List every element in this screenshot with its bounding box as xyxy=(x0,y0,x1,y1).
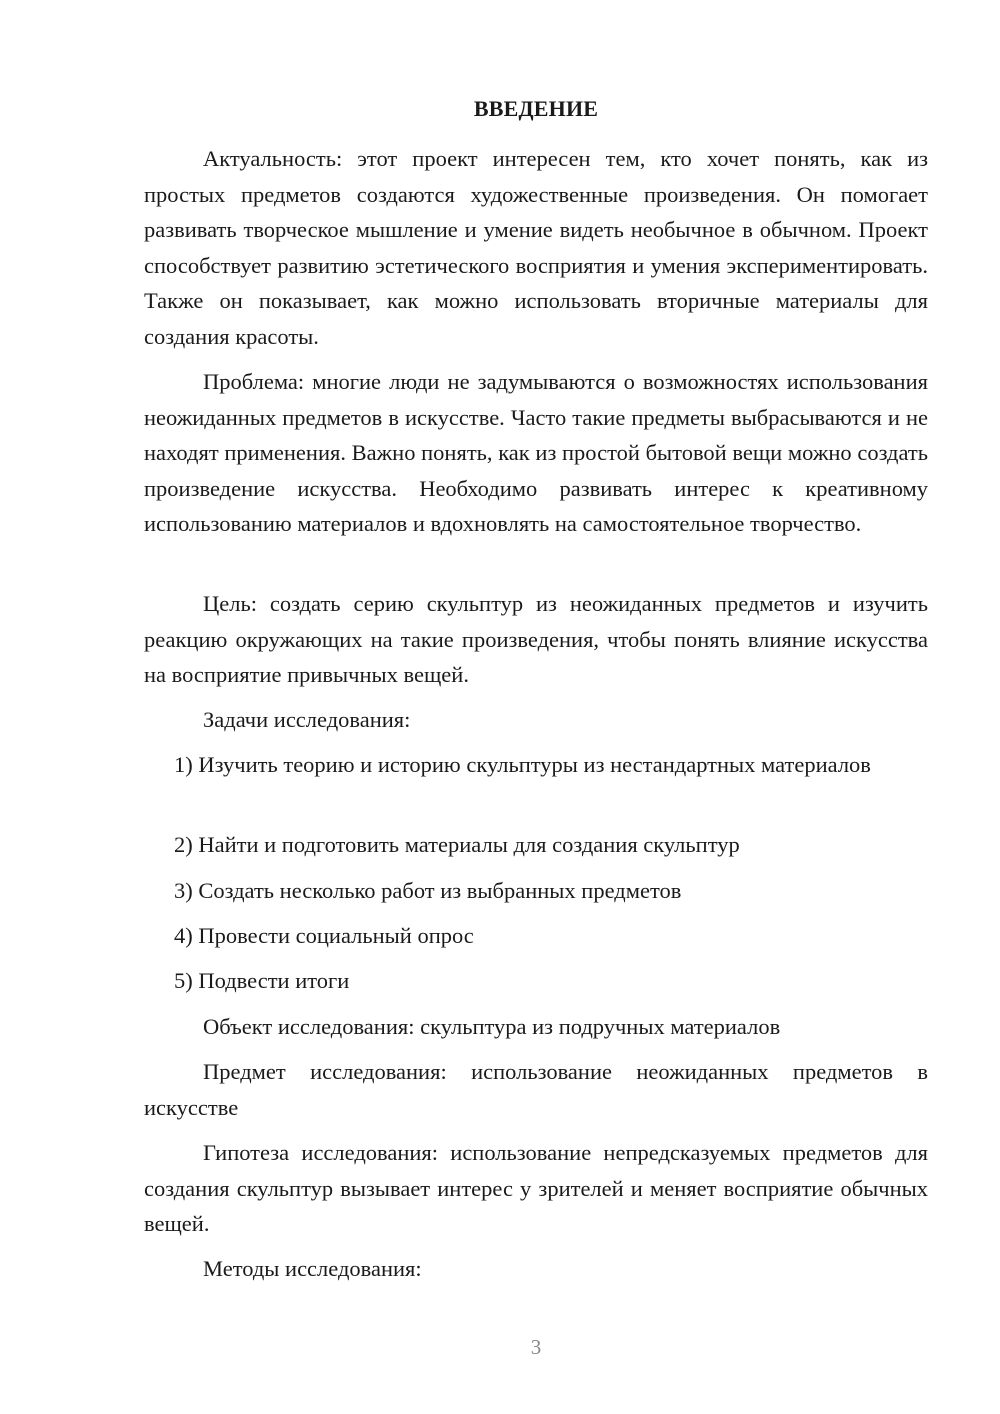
task-list-item-1 xyxy=(144,747,928,783)
subject-paragraph xyxy=(144,1054,928,1125)
tasks-heading-block xyxy=(144,702,928,738)
task-list-item-5 xyxy=(144,963,928,999)
list-item: 4) Провести социальный опрос xyxy=(174,923,474,948)
problem-text: Проблема: многие люди не задумываются о возможностях использования неожиданных предметов в искусстве. Часто такие предметы выбрасываются и не находят применения. Важно понять, как из простой бытовой вещи можно создать произведение искусства. Необходимо развивать интерес к креативному использованию материалов и вдохновлять на самостоятельное творчество. xyxy=(144,369,928,536)
page-title: ВВЕДЕНИЕ xyxy=(473,96,599,121)
task-list-item-3 xyxy=(144,873,928,909)
list-item: 5) Подвести итоги xyxy=(174,968,350,993)
list-item: 2) Найти и подготовить материалы для создания скульптур xyxy=(174,832,740,857)
goal-paragraph xyxy=(144,586,928,693)
tasks-heading: Задачи исследования: xyxy=(203,707,411,732)
object-text: Объект исследования: скульптура из подручных материалов xyxy=(203,1014,781,1039)
list-item: 3) Создать несколько работ из выбранных предметов xyxy=(174,878,682,903)
methods-heading: Методы исследования: xyxy=(203,1256,422,1281)
task-list-item-4 xyxy=(144,918,928,954)
subject-text: Предмет исследования: использование неожиданных предметов в искусстве xyxy=(144,1059,928,1120)
goal-text: Цель: создать серию скульптур из неожиданных предметов и изучить реакцию окружающих на такие произведения, чтобы понять влияние искусства на восприятие привычных вещей. xyxy=(144,591,928,687)
hypothesis-paragraph xyxy=(144,1135,928,1242)
page-number: 3 xyxy=(530,1335,542,1359)
task-list-item-2 xyxy=(144,827,928,863)
object-paragraph xyxy=(144,1009,928,1045)
relevance-paragraph xyxy=(144,141,928,354)
methods-heading-block xyxy=(144,1251,928,1287)
problem-paragraph xyxy=(144,364,928,542)
hypothesis-text: Гипотеза исследования: использование непредсказуемых предметов для создания скульптур вызывает интерес у зрителей и меняет восприятие обычных вещей. xyxy=(144,1140,928,1236)
relevance-text: Актуальность: этот проект интересен тем, кто хочет понять, как из простых предметов создаются художественные произведения. Он помогает развивать творческое мышление и умение видеть необычное в обычном. Проект способствует развитию эстетического восприятия и умения экспериментировать. Также он показывает, как можно использовать вторичные материалы для создания красоты. xyxy=(144,146,928,349)
list-item: 1) Изучить теорию и историю скульптуры из нестандартных материалов xyxy=(174,752,871,777)
